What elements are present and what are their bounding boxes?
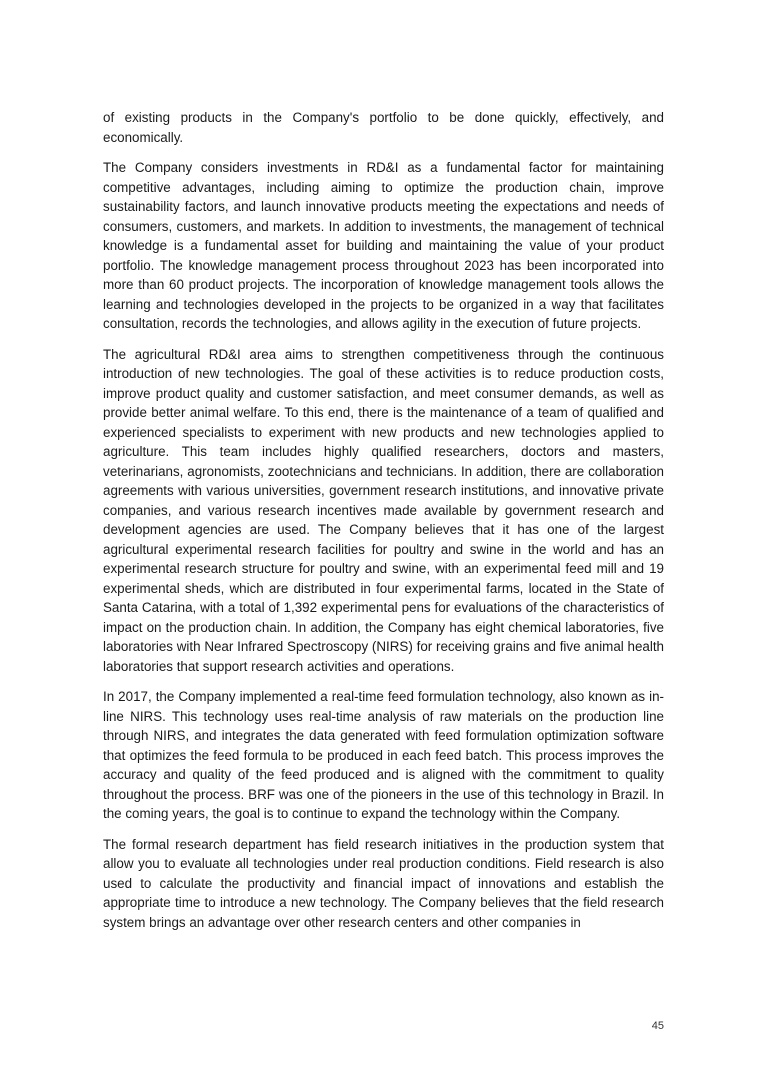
paragraph: The formal research department has field research initiatives in the production system that allow you to evaluate all technologies under real production conditions. Field research is also used to calculate the productivity and financial impact of innovations and establish the appropriate time to introduce a new technology. The Company believes that the field research system brings an advantage over other research centers and other companies in xyxy=(103,836,664,930)
page-number: 45 xyxy=(651,1020,664,1032)
paragraph: of existing products in the Company's portfolio to be done quickly, effectively, and economically. xyxy=(103,110,664,145)
paragraph: In 2017, the Company implemented a real-time feed formulation technology, also known as in-line NIRS. This technology uses real-time analysis of raw materials on the production line through NIRS, and integrates the data generated with feed formulation optimization software that optimizes the feed formula to be produced in each feed batch. This process improves the accuracy and quality of the feed produced and is aligned with the commitment to quality throughout the process. BRF was one of the pioneers in the use of this technology in Brazil. In the coming years, the goal is to continue to expand the technology within the Company. xyxy=(103,689,664,821)
paragraph: The agricultural RD&I area aims to strengthen competitiveness through the continuous introduction of new technologies. The goal of these activities is to reduce production costs, improve product quality and customer satisfaction, and meet consumer demands, as well as provide better animal welfare. To this end, there is the maintenance of a team of qualified and experienced specialists to experiment with new products and new technologies applied to agriculture. This team includes highly qualified researchers, doctors and masters, veterinarians, agronomists, zootechnicians and technicians. In addition, there are collaboration agreements with various universities, government research institutions, and innovative private companies, and various research incentives made available by government research and development agencies are used. The Company believes that it has one of the largest agricultural experimental research facilities for poultry and swine in the world and has an experimental research structure for poultry and swine, with an experimental feed mill and 19 experimental sheds, which are distributed in four experimental farms, located in the State of Santa Catarina, with a total of 1,392 experimental pens for evaluations of the characteristics of impact on the production chain. In addition, the Company has eight chemical laboratories, five laboratories with Near Infrared Spectroscopy (NIRS) for receiving grains and five animal health laboratories that support research activities and operations. xyxy=(103,346,664,674)
paragraph: The Company considers investments in RD&I as a fundamental factor for maintaining competitive advantages, including aiming to optimize the production chain, improve sustainability factors, and launch innovative products meeting the expectations and needs of consumers, customers, and markets. In addition to investments, the management of technical knowledge is a fundamental asset for building and maintaining the value of your product portfolio. The knowledge management process throughout 2023 has been incorporated into more than 60 product projects. The incorporation of knowledge management tools allows the learning and technologies developed in the projects to be organized in a way that facilitates consultation, records the technologies, and allows agility in the execution of future projects. xyxy=(103,160,664,331)
body-text xyxy=(103,108,664,943)
